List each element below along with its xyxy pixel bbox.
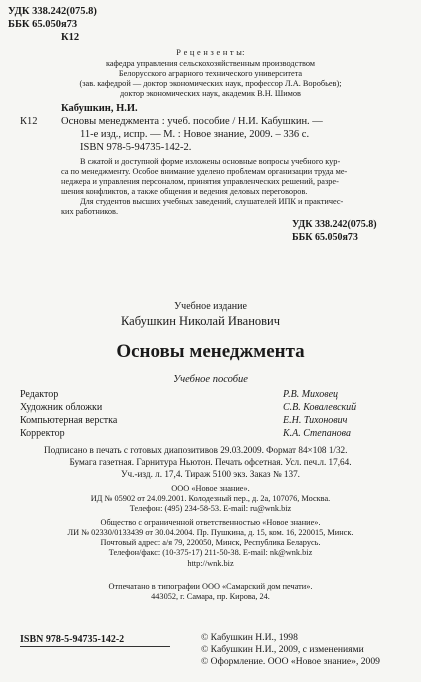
print-run: Уч.-изд. л. 17,4. Тираж 5100 экз. Заказ № 137. (121, 469, 300, 479)
reviewer-line: кафедра управления сельскохозяйственным производством (105, 59, 316, 68)
publisher-phone: Телефон: (495) 234-58-53. E-mail: ru@wnk.biz (129, 504, 292, 513)
card-bbk: ББК 65.050я73 (292, 232, 358, 243)
reviewer-line: (зав. кафедрой — доктор экономических наук, профессор Л.А. Воробьев); (79, 79, 342, 88)
reviewer-line: Белорусского аграрного технического университета (118, 69, 303, 78)
card-author-mark: К12 (20, 116, 38, 127)
copyright-line: © Кабушкин Н.И., 1998 (201, 632, 298, 643)
book-subtitle: Учебное пособие (173, 374, 248, 385)
copyright-line: © Кабушкин Н.И., 2009, с изменениями (201, 644, 364, 655)
reviewers-heading: Р е ц е н з е н т ы: (176, 48, 245, 57)
card-abstract-line: В сжатой и доступной форме изложены основные вопросы учебного кур- (80, 157, 341, 166)
card-author: Кабушкин, Н.И. (61, 103, 138, 114)
publisher-phone: Телефон/факс: (10-375-17) 211-50-38. E-mail: nk@wnk.biz (108, 548, 313, 557)
print-paper: Бумага газетная. Гарнитура Ньютон. Печать офсетная. Усл. печ.л. 17,64. (69, 457, 352, 467)
credit-row (20, 402, 410, 413)
isbn-rule (20, 646, 170, 647)
reviewer-line: доктор экономических наук, академик В.Н. Шимов (120, 89, 301, 98)
edition-kind: Учебное издание (174, 301, 247, 312)
publisher-name: ООО «Новое знание». (171, 484, 250, 493)
credit-name: С.В. Ковалевский (283, 402, 357, 413)
print-signed: Подписано в печать с готовых диапозитивов 29.03.2009. Формат 84×108 1/32. (44, 445, 348, 455)
card-audience-line: Для студентов высших учебных заведений, слушателей ИПК и практичес- (80, 197, 344, 206)
credit-row (20, 415, 410, 426)
credit-name: К.А. Степанова (283, 428, 351, 439)
publisher-id: ИД № 05902 от 24.09.2001. Колодезный пер., д. 2а, 107076, Москва. (90, 494, 331, 503)
footer-isbn: ISBN 978-5-94735-142-2 (20, 634, 125, 645)
card-line: Основы менеджмента : учеб. пособие / Н.И. Кабушкин. — (61, 116, 323, 127)
card-abstract-line: шения конфликтов, а также общения и ведения деловых переговоров. (61, 187, 308, 196)
book-author: Кабушкин Николай Иванович (121, 314, 281, 328)
publisher-site: http://wnk.biz (187, 559, 234, 568)
publisher-license: ЛИ № 02330/0133439 от 30.04.2004. Пр. Пушкина, д. 15, ком. 16, 220015, Минск. (67, 528, 354, 537)
credit-role: Редактор (20, 389, 59, 400)
card-udk: УДК 338.242(075.8) (292, 219, 377, 230)
credit-role: Художник обложки (20, 402, 103, 413)
credit-role: Корректор (20, 428, 65, 439)
card-abstract-line: неджера и управления персоналом, принятия управленческих решений, разре- (61, 177, 339, 186)
publisher-name: Общество с ограниченной ответственностью «Новое знание». (100, 518, 321, 527)
card-line: 11-е изд., испр. — М. : Новое знание, 2009. – 336 с. (80, 129, 310, 140)
credit-role: Компьютерная верстка (20, 415, 118, 426)
udk-code: УДК 338.242(075.8) (8, 6, 97, 17)
bbk-code: ББК 65.050я73 (8, 19, 78, 30)
printer-name: Отпечатано в типографии ООО «Самарский дом печати». (108, 582, 313, 591)
credit-row (20, 428, 410, 439)
card-abstract-line: са по менеджменту. Особое внимание уделено проблемам организации труда ме- (61, 167, 348, 176)
card-isbn: ISBN 978-5-94735-142-2. (80, 142, 192, 153)
printer-address: 443052, г. Самара, пр. Кирова, 24. (151, 592, 270, 601)
card-audience-line: ких работников. (61, 207, 119, 216)
credit-row (20, 389, 410, 400)
copyright-line: © Оформление. ООО «Новое знание», 2009 (201, 656, 380, 667)
credit-name: Р.В. Миховец (283, 389, 339, 400)
publisher-post: Почтовый адрес: а/я 79, 220050, Минск, Республика Беларусь. (100, 538, 321, 547)
book-title: Основы менеджмента (116, 341, 305, 362)
author-mark: К12 (61, 32, 80, 43)
credit-name: Е.Н. Тихонович (283, 415, 348, 426)
